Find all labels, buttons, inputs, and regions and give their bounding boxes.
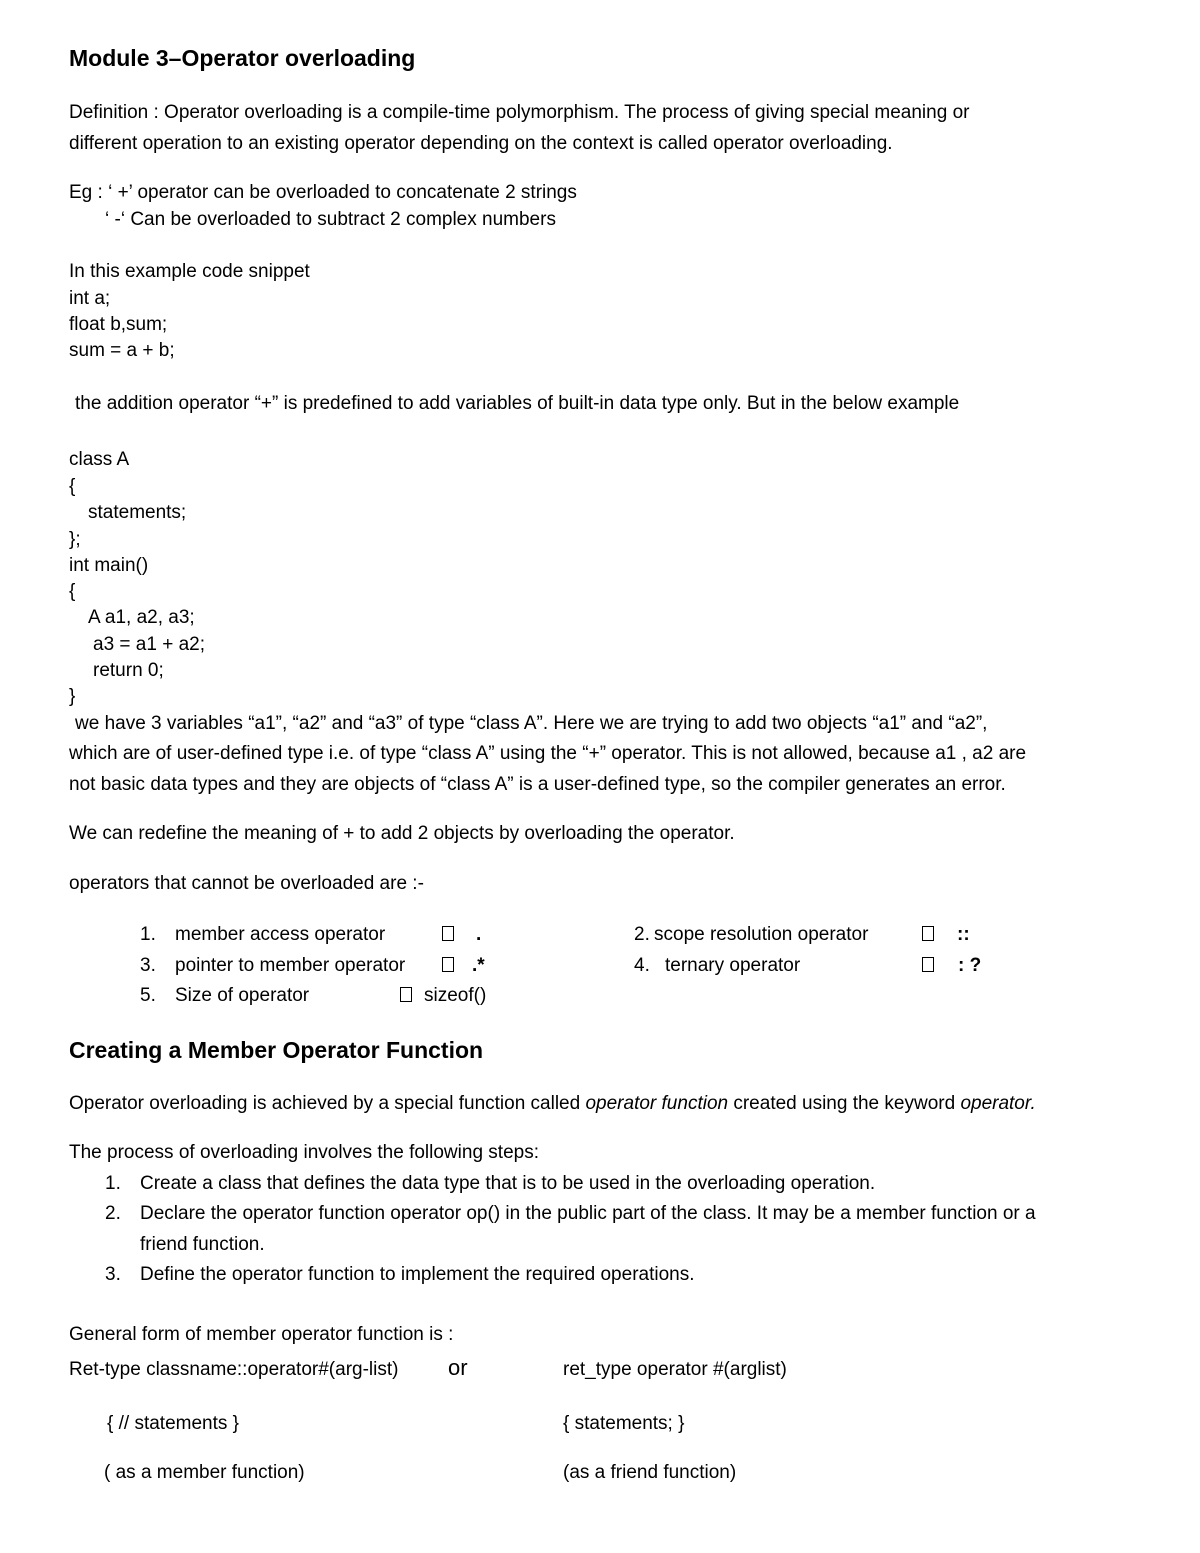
addition-note: the addition operator “+” is predefined to add variables of built-in data type only. But in the below example <box>75 393 960 414</box>
friend-body: { statements; } <box>563 1413 685 1434</box>
code-line: return 0; <box>93 660 164 681</box>
list-item-symbol: . <box>476 924 482 945</box>
example-line-1: Eg : ‘ +’ operator can be overloaded to concatenate 2 strings <box>69 182 577 203</box>
arrow-box-icon <box>438 954 458 978</box>
snippet-line: float b,sum; <box>69 314 168 335</box>
list-item-label: pointer to member operator <box>175 955 406 976</box>
page-title: Module 3–Operator overloading <box>69 45 416 71</box>
list-item-symbol: .* <box>472 955 485 976</box>
or-text: or <box>448 1355 468 1380</box>
list-item-num: 4. <box>634 955 650 976</box>
arrow-box-icon <box>396 984 416 1008</box>
list-item-label: scope resolution operator <box>654 924 869 945</box>
code-line: { <box>69 581 76 602</box>
arrow-box-icon <box>918 954 938 978</box>
section-intro <box>69 1092 1036 1116</box>
step-text: Create a class that defines the data type that is to be used in the overloading operation. <box>140 1173 876 1194</box>
step-num: 1. <box>105 1173 121 1194</box>
list-item-num: 1. <box>140 924 156 945</box>
list-item-symbol: :: <box>957 924 970 945</box>
cannot-overload-heading: operators that cannot be overloaded are :- <box>69 873 424 894</box>
definition-line-1: Definition : Operator overloading is a compile-time polymorphism. The process of giving special meaning or <box>69 102 970 123</box>
explanation-line-2: which are of user-defined type i.e. of type “class A” using the “+” operator. This is not allowed, because a1 , a2 are <box>69 743 1027 764</box>
explanation-line-1: we have 3 variables “a1”, “a2” and “a3” of type “class A”. Here we are trying to add two objects “a1” and “a2”, <box>75 713 988 734</box>
list-item-label: Size of operator <box>175 985 310 1006</box>
list-item-symbol: sizeof() <box>424 985 487 1006</box>
list-item-num: 2. <box>634 924 650 945</box>
example-line-2: ‘ -‘ Can be overloaded to subtract 2 complex numbers <box>105 209 556 230</box>
intro-italic: operator function <box>585 1093 729 1114</box>
member-note: ( as a member function) <box>104 1462 305 1483</box>
step-text-cont: friend function. <box>140 1234 265 1255</box>
code-line: statements; <box>88 502 187 523</box>
list-item-num: 3. <box>140 955 156 976</box>
list-item-label: member access operator <box>175 924 386 945</box>
step-text: Declare the operator function operator op() in the public part of the class. It may be a member function or a <box>140 1203 1036 1224</box>
code-line: }; <box>69 529 81 550</box>
arrow-box-icon <box>438 923 458 947</box>
friend-note: (as a friend function) <box>563 1462 737 1483</box>
list-item-label: ternary operator <box>665 955 801 976</box>
intro-part: Operator overloading is achieved by a special function called <box>69 1093 586 1114</box>
friend-signature: ret_type operator #(arglist) <box>563 1359 787 1380</box>
intro-part: created using the keyword <box>728 1093 961 1114</box>
code-line: } <box>69 686 76 707</box>
code-line: int main() <box>69 555 149 576</box>
step-num: 2. <box>105 1203 121 1224</box>
snippet-intro: In this example code snippet <box>69 261 310 282</box>
code-line: A a1, a2, a3; <box>88 607 195 628</box>
code-line: a3 = a1 + a2; <box>93 634 205 655</box>
steps-heading: The process of overloading involves the following steps: <box>69 1142 539 1163</box>
arrow-box-icon <box>918 923 938 947</box>
explanation-line-3: not basic data types and they are objects of “class A” is a user-defined type, so the compiler generates an error. <box>69 774 1006 795</box>
section-title: Creating a Member Operator Function <box>69 1037 484 1063</box>
list-item-symbol: : ? <box>958 955 982 976</box>
member-signature: Ret-type classname::operator#(arg-list) <box>69 1359 399 1380</box>
list-item-num: 5. <box>140 985 156 1006</box>
code-line: { <box>69 476 76 497</box>
general-form-heading: General form of member operator function is : <box>69 1324 454 1345</box>
definition-line-2: different operation to an existing operator depending on the context is called operator overloading. <box>69 133 893 154</box>
step-num: 3. <box>105 1264 121 1285</box>
snippet-line: sum = a + b; <box>69 340 175 361</box>
redefine-text: We can redefine the meaning of + to add 2 objects by overloading the operator. <box>69 823 735 844</box>
intro-italic: operator. <box>960 1093 1036 1114</box>
member-body: { // statements } <box>107 1413 240 1434</box>
code-line: class A <box>69 449 130 470</box>
snippet-line: int a; <box>69 288 111 309</box>
step-text: Define the operator function to implement the required operations. <box>140 1264 695 1285</box>
